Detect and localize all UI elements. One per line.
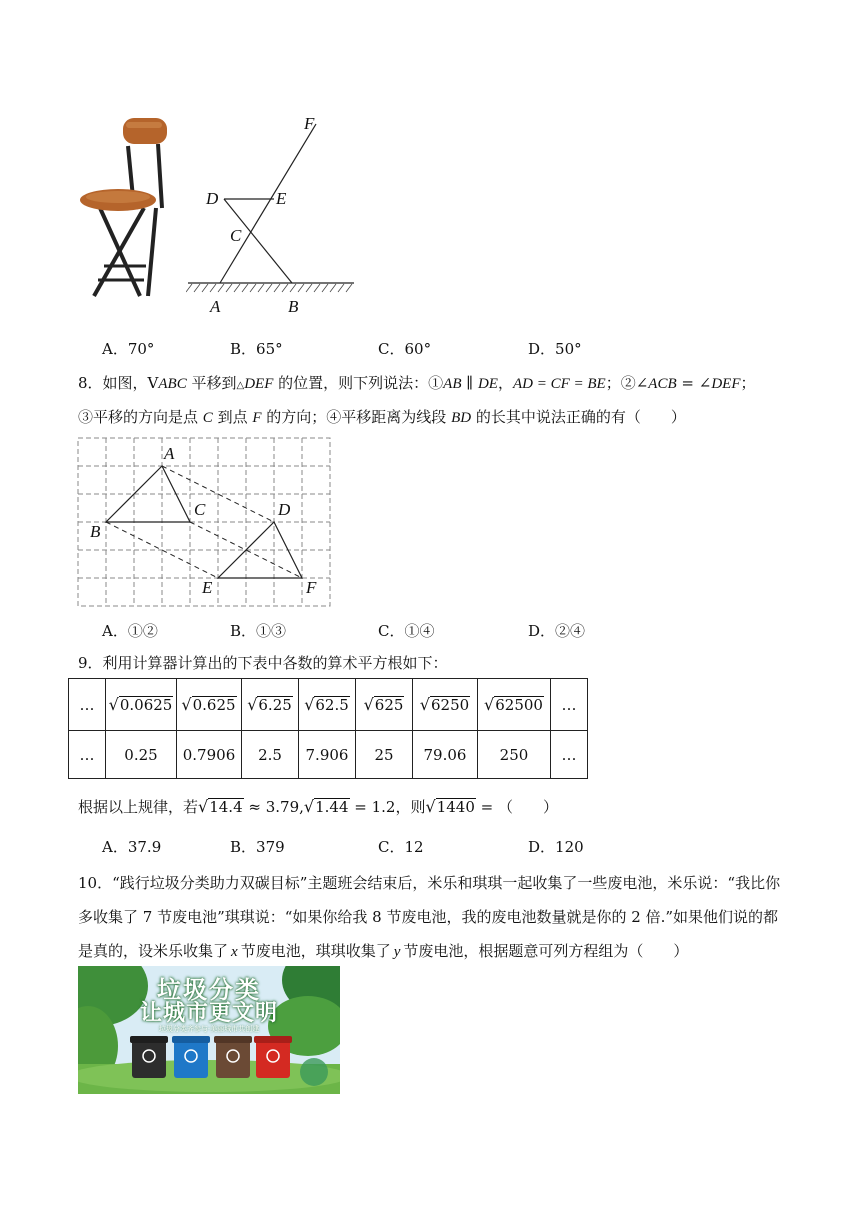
q8-stem-line2: ③平移的方向是点 C 到点 F 的方向；④平移距离为线段 BD 的长其中说法正确的有（ ） (78, 408, 686, 426)
translation-grid-figure (76, 436, 336, 608)
table-cell: 2.5 (242, 731, 299, 779)
q9-option-d[interactable]: D．120 (528, 838, 584, 856)
table-cell: 25 (356, 731, 413, 779)
table-cell: 7.906 (299, 731, 356, 779)
chair-geometry-figure (186, 112, 358, 320)
poster-title-1: 垃圾分类 (157, 976, 261, 1004)
q8-option-b[interactable]: B．①③ (230, 622, 287, 640)
label-C: C (230, 226, 242, 245)
q8-option-d[interactable]: D．②④ (528, 622, 586, 640)
q9-rule: 根据以上规律，若√14.4 ≈ 3.79,√1.44 = 1.2，则√1440 = （ ） (78, 797, 558, 816)
grid-label-C: C (194, 500, 206, 519)
table-cell: √6.25 (242, 679, 299, 731)
grid-label-A: A (164, 444, 175, 463)
table-cell: √62.5 (299, 679, 356, 731)
label-A: A (210, 297, 221, 316)
table-cell: … (551, 679, 588, 731)
q10-stem-line2: 多收集了 7 节废电池”琪琪说：“如果你给我 8 节废电池，我的废电池数量就是你的 2 倍.”如果他们说的都 (78, 908, 779, 926)
table-cell: 79.06 (413, 731, 478, 779)
q9-option-c[interactable]: C．12 (378, 838, 424, 856)
q10-stem-line1: 10．“践行垃圾分类助力双碳目标”主题班会结束后，米乐和琪琪一起收集了一些废电池，米乐说：“我比你 (78, 874, 781, 892)
table-cell: √62500 (478, 679, 551, 731)
table-cell: 250 (478, 731, 551, 779)
table-cell: … (69, 679, 106, 731)
grid-label-B: B (90, 522, 101, 541)
q10-stem-line3: 是真的，设米乐收集了 x 节废电池，琪琪收集了 y 节废电池，根据题意可列方程组为（ ） (78, 942, 689, 960)
label-E: E (276, 189, 287, 208)
label-B: B (288, 297, 299, 316)
table-cell: √6250 (413, 679, 478, 731)
q9-option-a[interactable]: A．37.9 (102, 838, 162, 856)
table-cell: √625 (356, 679, 413, 731)
q7-option-a[interactable]: A．70° (102, 340, 155, 358)
chair-image (78, 116, 168, 300)
q7-option-b[interactable]: B．65° (230, 340, 283, 358)
garbage-sorting-poster (78, 966, 340, 1094)
q8-option-a[interactable]: A．①② (102, 622, 158, 640)
q7-option-d[interactable]: D．50° (528, 340, 582, 358)
table-cell: … (551, 731, 588, 779)
sqrt-table (68, 678, 588, 779)
table-cell: … (69, 731, 106, 779)
q8-stem-line1: 8．如图，VABC 平移到△DEF 的位置，则下列说法：①AB ∥ DE，AD = CF = BE；②∠ACB = ∠DEF； (78, 374, 756, 392)
q7-option-c[interactable]: C．60° (378, 340, 432, 358)
q9-option-b[interactable]: B．379 (230, 838, 285, 856)
table-cell: √0.625 (177, 679, 242, 731)
grid-label-E: E (202, 578, 213, 597)
q9-stem: 9．利用计算器计算出的下表中各数的算术平方根如下： (78, 654, 448, 672)
grid-label-F: F (306, 578, 317, 597)
poster-title-2: 让城市更文明 (139, 1001, 278, 1026)
grid-label-D: D (278, 500, 291, 519)
label-D: D (206, 189, 219, 208)
label-F: F (304, 114, 315, 133)
poster-subtitle: 垃圾分类齐参与·美丽城市共创建 (158, 1025, 260, 1033)
table-cell: 0.25 (106, 731, 177, 779)
q8-option-c[interactable]: C．①④ (378, 622, 435, 640)
table-cell: √0.0625 (106, 679, 177, 731)
table-cell: 0.7906 (177, 731, 242, 779)
